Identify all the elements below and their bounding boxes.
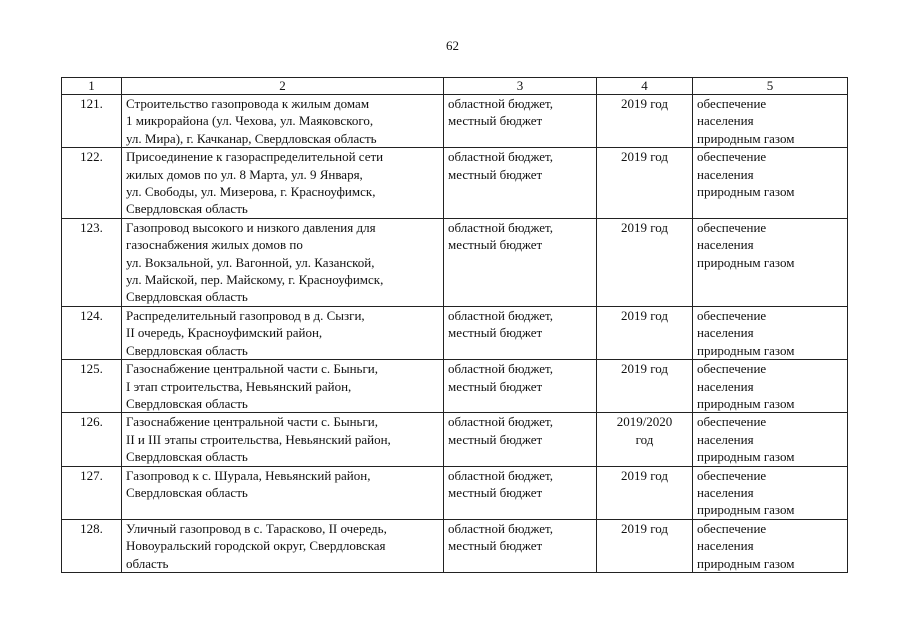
project-goal: обеспечение населения природным газом [693, 218, 848, 306]
project-year: 2019 год [597, 306, 693, 359]
table-body [62, 95, 848, 573]
row-number: 128. [62, 519, 122, 572]
table-row [62, 466, 848, 519]
column-header-3: 3 [444, 78, 597, 95]
column-header-2: 2 [122, 78, 444, 95]
project-goal: обеспечение населения природным газом [693, 306, 848, 359]
funding-source: областной бюджет, местный бюджет [444, 218, 597, 306]
project-name: Присоединение к газораспределительной сети жилых домов по ул. 8 Марта, ул. 9 Января, ул. Свободы, ул. Мизерова, г. Красноуфимск, Свердловская область [122, 148, 444, 219]
funding-source: областной бюджет, местный бюджет [444, 360, 597, 413]
project-name: Газоснабжение центральной части с. Быньги, II и III этапы строительства, Невьянский район, Свердловская область [122, 413, 444, 466]
table-row [62, 519, 848, 572]
project-name: Строительство газопровода к жилым домам 1 микрорайона (ул. Чехова, ул. Маяковского, ул. Мира), г. Качканар, Свердловская область [122, 95, 444, 148]
column-header-1: 1 [62, 78, 122, 95]
table-row [62, 95, 848, 148]
projects-table [61, 77, 848, 573]
project-goal: обеспечение населения природным газом [693, 466, 848, 519]
row-number: 127. [62, 466, 122, 519]
funding-source: областной бюджет, местный бюджет [444, 413, 597, 466]
column-header-4: 4 [597, 78, 693, 95]
table-header [62, 78, 848, 95]
project-name: Распределительный газопровод в д. Сызги, II очередь, Красноуфимский район, Свердловская область [122, 306, 444, 359]
project-goal: обеспечение населения природным газом [693, 360, 848, 413]
project-goal: обеспечение населения природным газом [693, 413, 848, 466]
header-row [62, 78, 848, 95]
funding-source: областной бюджет, местный бюджет [444, 519, 597, 572]
table-row [62, 360, 848, 413]
project-name: Уличный газопровод в с. Тарасково, II очередь, Новоуральский городской округ, Свердловская область [122, 519, 444, 572]
project-year: 2019 год [597, 466, 693, 519]
row-number: 124. [62, 306, 122, 359]
project-goal: обеспечение населения природным газом [693, 95, 848, 148]
project-name: Газопровод к с. Шурала, Невьянский район, Свердловская область [122, 466, 444, 519]
project-year: 2019 год [597, 95, 693, 148]
row-number: 121. [62, 95, 122, 148]
project-year: 2019 год [597, 519, 693, 572]
funding-source: областной бюджет, местный бюджет [444, 466, 597, 519]
project-year: 2019 год [597, 218, 693, 306]
row-number: 123. [62, 218, 122, 306]
funding-source: областной бюджет, местный бюджет [444, 148, 597, 219]
row-number: 126. [62, 413, 122, 466]
table-row [62, 218, 848, 306]
table-row [62, 148, 848, 219]
page-number: 62 [446, 38, 459, 53]
project-goal: обеспечение населения природным газом [693, 148, 848, 219]
funding-source: областной бюджет, местный бюджет [444, 95, 597, 148]
funding-source: областной бюджет, местный бюджет [444, 306, 597, 359]
project-year: 2019 год [597, 360, 693, 413]
table-row [62, 306, 848, 359]
project-goal: обеспечение населения природным газом [693, 519, 848, 572]
project-year: 2019/2020 год [597, 413, 693, 466]
project-year: 2019 год [597, 148, 693, 219]
project-name: Газоснабжение центральной части с. Быньги, I этап строительства, Невьянский район, Свердловская область [122, 360, 444, 413]
table-row [62, 413, 848, 466]
row-number: 122. [62, 148, 122, 219]
row-number: 125. [62, 360, 122, 413]
project-name: Газопровод высокого и низкого давления для газоснабжения жилых домов по ул. Вокзальной, ул. Вагонной, ул. Казанской, ул. Майской, пер. Майскому, г. Красноуфимск, Свердловская область [122, 218, 444, 306]
column-header-5: 5 [693, 78, 848, 95]
